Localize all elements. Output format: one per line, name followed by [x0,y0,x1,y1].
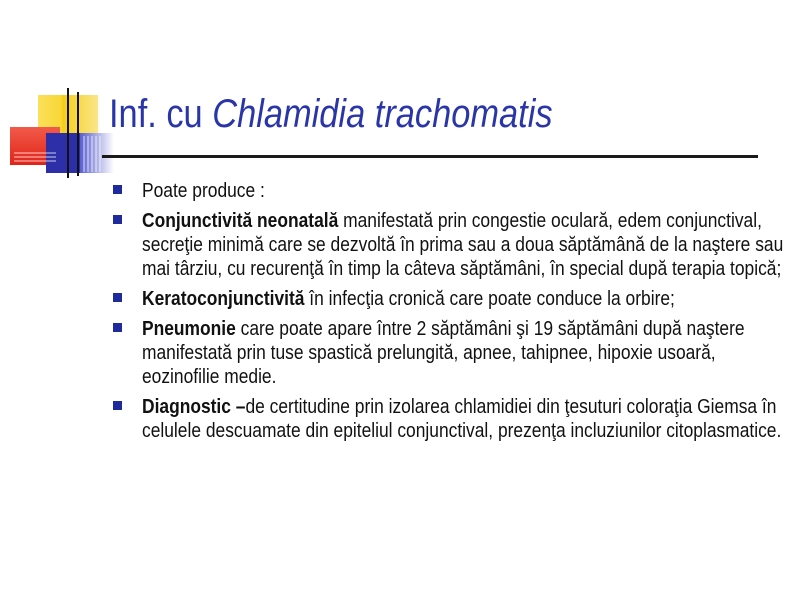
slide-title [109,92,553,137]
bullet-body: de certitudine prin izolarea chlamidiei din ţesuturi coloraţia Giemsa în celulele descuamate din epiteliul conjunctival, prezenţa incluziunilor citoplasmatice. [142,396,782,442]
bullet-text [142,317,788,389]
title-prefix: Inf. cu [109,92,213,136]
bullet-bold: Conjunctivită neonatală [142,210,339,232]
bullet-body: manifestată prin congestie oculară, edem conjunctival, secreţie minimă care se dezvoltă în prima sau a doua săptămână de la naştere sau mai târziu, cu recurenţă în timp la câteva săptămâni, în special după terapia topică; [142,210,784,280]
bullet-text [142,287,788,311]
bullet-body: Poate produce : [142,180,265,202]
bullet-item [112,395,782,443]
bullet-bold: Diagnostic – [142,396,246,418]
bullet-item [112,179,782,203]
bullet-bold: Pneumonie [142,318,236,340]
bullet-list [112,179,782,449]
decorative-squares-graphic [0,0,120,180]
bullet-body: în infecţia cronică care poate conduce la orbire; [304,288,675,310]
bullet-square-icon [113,185,122,194]
bullet-square-icon [113,215,122,224]
bullet-text [142,395,788,443]
bullet-square-icon [113,293,122,302]
bullet-body: care poate apare între 2 săptămâni şi 19 săptămâni după naştere manifestată prin tuse spastică prelungită, apnee, tahipnee, hipoxie usoară, eozinofilie medie. [142,318,745,388]
bullet-text [142,179,788,203]
bullet-item [112,209,782,281]
bullet-item [112,287,782,311]
title-underline [102,155,758,158]
bullet-bold: Keratoconjunctivită [142,288,305,310]
bullet-square-icon [113,401,122,410]
blue-shade [80,133,114,173]
bullet-item [112,317,782,389]
bullet-square-icon [113,323,122,332]
bullet-text [142,209,788,281]
title-italic: Chlamidia trachomatis [212,92,553,136]
